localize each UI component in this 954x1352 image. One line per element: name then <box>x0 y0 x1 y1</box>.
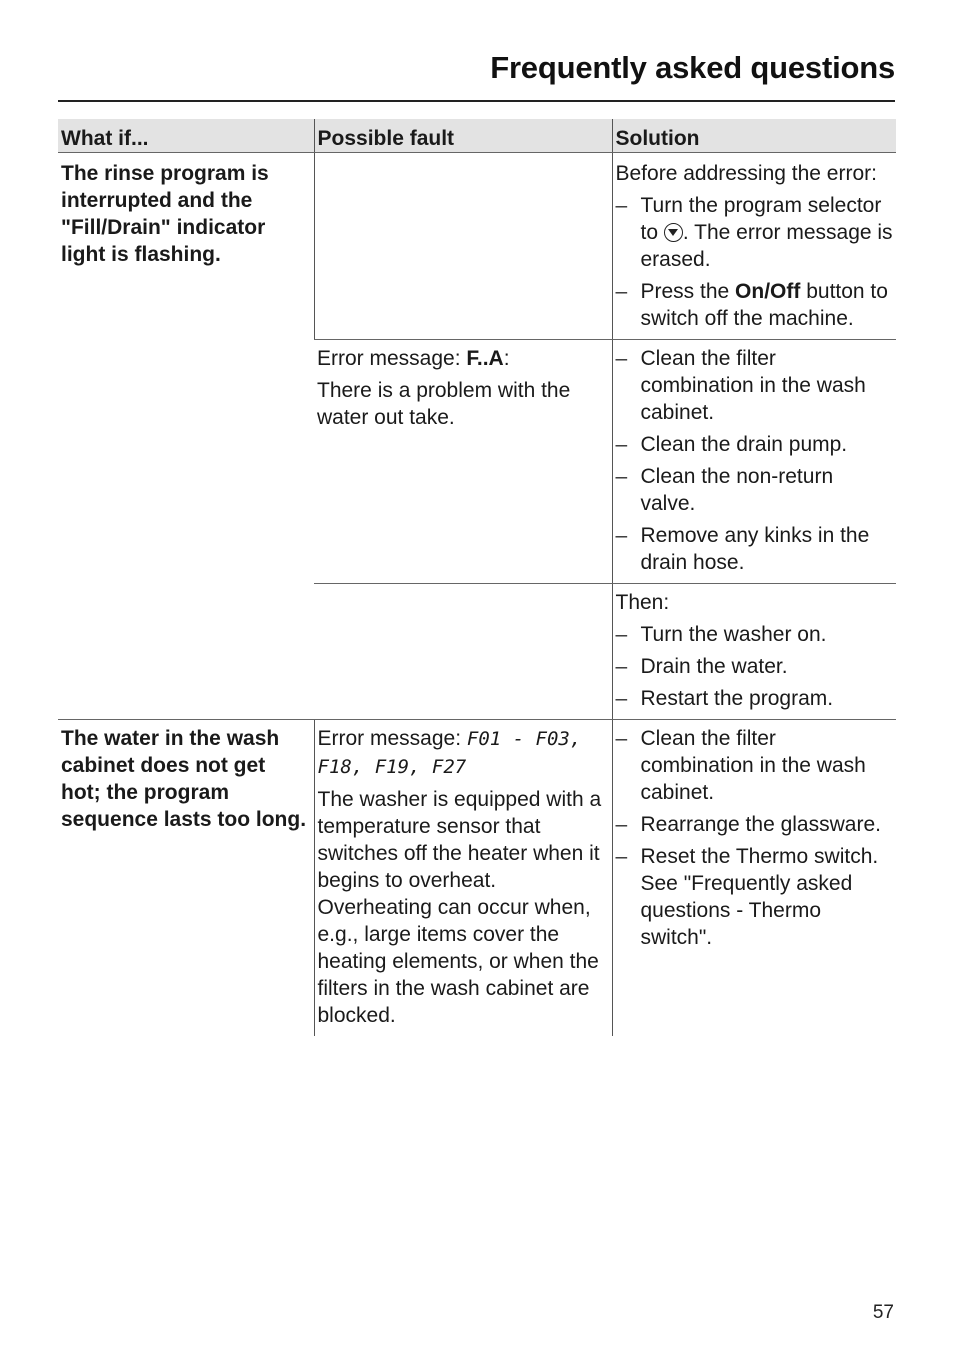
page-title: Frequently asked questions <box>490 50 895 85</box>
table-row <box>58 153 896 340</box>
table-row <box>58 720 896 1037</box>
solution-step: – Remove any kinks in the drain hose. <box>616 522 894 576</box>
solution-step: – Clean the filter combination in the wash cabinet. <box>616 345 894 426</box>
error-code: F..A <box>466 347 504 370</box>
solution-step: – Rearrange the glassware. <box>616 811 894 838</box>
question-water-not-hot: The water in the wash cabinet does not get hot; the program sequence lasts too long. <box>61 727 307 831</box>
header-possible-fault: Possible fault <box>314 119 612 153</box>
solution-intro: Before addressing the error: <box>615 162 877 185</box>
solution-steps <box>616 192 894 332</box>
solution-steps <box>616 621 894 712</box>
solution-step: – Drain the water. <box>616 653 894 680</box>
header-solution: Solution <box>612 119 896 153</box>
solution-cell <box>612 340 896 584</box>
fault-cell-empty <box>314 584 612 720</box>
fault-description: The washer is equipped with a temperature sensor that switches off the heater when it begins to overheat. Overheating can occur when, e.g., large items cover the heating elements, or when the filters in the wash cabinet are blocked. <box>317 788 602 1027</box>
solution-step: – Restart the program. <box>616 685 894 712</box>
solution-cell <box>612 720 896 1037</box>
faq-table <box>58 119 896 1036</box>
solution-step: – Press the On/Off button to switch off the machine. <box>616 278 894 332</box>
fault-cell-empty <box>314 153 612 340</box>
solution-step: – Turn the washer on. <box>616 621 894 648</box>
fault-error-message: Error message: F..A: <box>317 347 510 370</box>
fault-cell <box>314 720 612 1037</box>
solution-step: – Clean the drain pump. <box>616 431 894 458</box>
fault-description: There is a problem with the water out take. <box>317 379 571 429</box>
question-rinse-interrupted: The rinse program is interrupted and the "Fill/Drain" indicator light is flashing. <box>58 153 314 720</box>
solution-step: – Clean the non-return valve. <box>616 463 894 517</box>
solution-step: – Reset the Thermo switch. See "Frequently asked questions - Thermo switch". <box>616 843 894 951</box>
solution-step: – Turn the program selector to . The error message is erased. <box>616 192 894 273</box>
fault-cell <box>314 340 612 584</box>
solution-cell <box>612 584 896 720</box>
solution-step: – Clean the filter combination in the wash cabinet. <box>616 725 894 806</box>
header-what-if: What if... <box>58 119 314 153</box>
fault-error-message: Error message: F01 - F03, F18, F19, F27 <box>317 727 582 778</box>
on-off-label: On/Off <box>735 280 801 303</box>
solution-intro: Then: <box>615 591 670 614</box>
error-code: F01 - F03, F18, F19, F27 <box>317 728 582 778</box>
table-header-row <box>58 119 896 153</box>
program-selector-drain-icon <box>664 223 683 242</box>
solution-steps <box>616 725 894 951</box>
title-divider <box>58 100 895 102</box>
solution-steps <box>616 345 894 576</box>
solution-cell <box>612 153 896 340</box>
page-number: 57 <box>872 1302 894 1323</box>
